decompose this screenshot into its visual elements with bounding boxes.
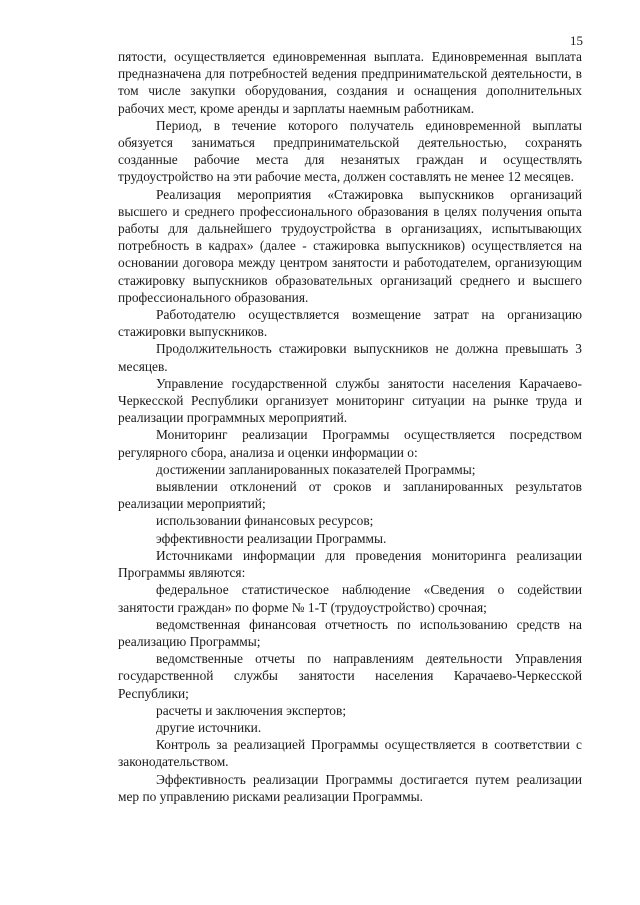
list-item: федеральное статистическое наблюдение «Сведения о содействии занятости граждан» по форме № 1-Т (трудоустройство) срочная; <box>118 582 582 615</box>
paragraph: Реализация мероприятия «Стажировка выпускников организаций высшего и среднего профессионального образования в целях получения опыта работы для дальнейшего трудоустройства в организациях, испытывающих потребность в кадрах» (далее - стажировка выпускников) осуществляется на основании договора между центром занятости и работодателем, организующим стажировку выпускников образовательных организаций среднего и высшего профессионального образования. <box>118 186 582 305</box>
page-number: 15 <box>570 33 583 48</box>
list-item: другие источники. <box>156 719 262 735</box>
document-body <box>118 48 582 805</box>
paragraph: пятости, осуществляется единовременная выплата. Единовременная выплата предназначена для потребностей ведения предпринимательской деятельности, в том числе закупки оборудования, создания и оснащения дополнительных рабочих мест, кроме аренды и зарплаты наемным работникам. <box>118 49 582 116</box>
list-item: расчеты и заключения экспертов; <box>156 702 347 718</box>
paragraph: Мониторинг реализации Программы осуществляется посредством регулярного сбора, анализа и оценки информации о: <box>118 427 582 460</box>
paragraph: Эффективность реализации Программы достигается путем реализации мер по управлению рисками реализации Программы. <box>118 771 582 804</box>
paragraph: Работодателю осуществляется возмещение затрат на организацию стажировки выпускников. <box>118 307 582 340</box>
list-item: ведомственная финансовая отчетность по использованию средств на реализацию Программы; <box>118 616 582 649</box>
paragraph: Контроль за реализацией Программы осуществляется в соответствии с законодательством. <box>118 737 582 770</box>
paragraph: Период, в течение которого получатель единовременной выплаты обязуется заниматься предпринимательской деятельностью, сохранять созданные рабочие места для незанятых граждан и осуществлять трудоустройство на эти рабочие места, должен составлять не менее 12 месяцев. <box>118 117 582 185</box>
list-item: ведомственные отчеты по направлениям деятельности Управления государственной службы занятости населения Карачаево-Черкесской Республики; <box>118 651 582 701</box>
paragraph: Управление государственной службы занятости населения Карачаево-Черкесской Республики организует мониторинг ситуации на рынке труда и реализации программных мероприятий. <box>118 375 582 426</box>
paragraph: Источниками информации для проведения мониторинга реализации Программы являются: <box>118 547 582 581</box>
list-item: эффективности реализации Программы. <box>156 530 387 546</box>
paragraph: Продолжительность стажировки выпускников не должна превышать 3 месяцев. <box>118 341 582 374</box>
list-item: достижении запланированных показателей Программы; <box>156 461 476 477</box>
list-item: использовании финансовых ресурсов; <box>156 513 374 529</box>
list-item: выявлении отклонений от сроков и запланированных результатов реализации мероприятий; <box>118 479 582 512</box>
